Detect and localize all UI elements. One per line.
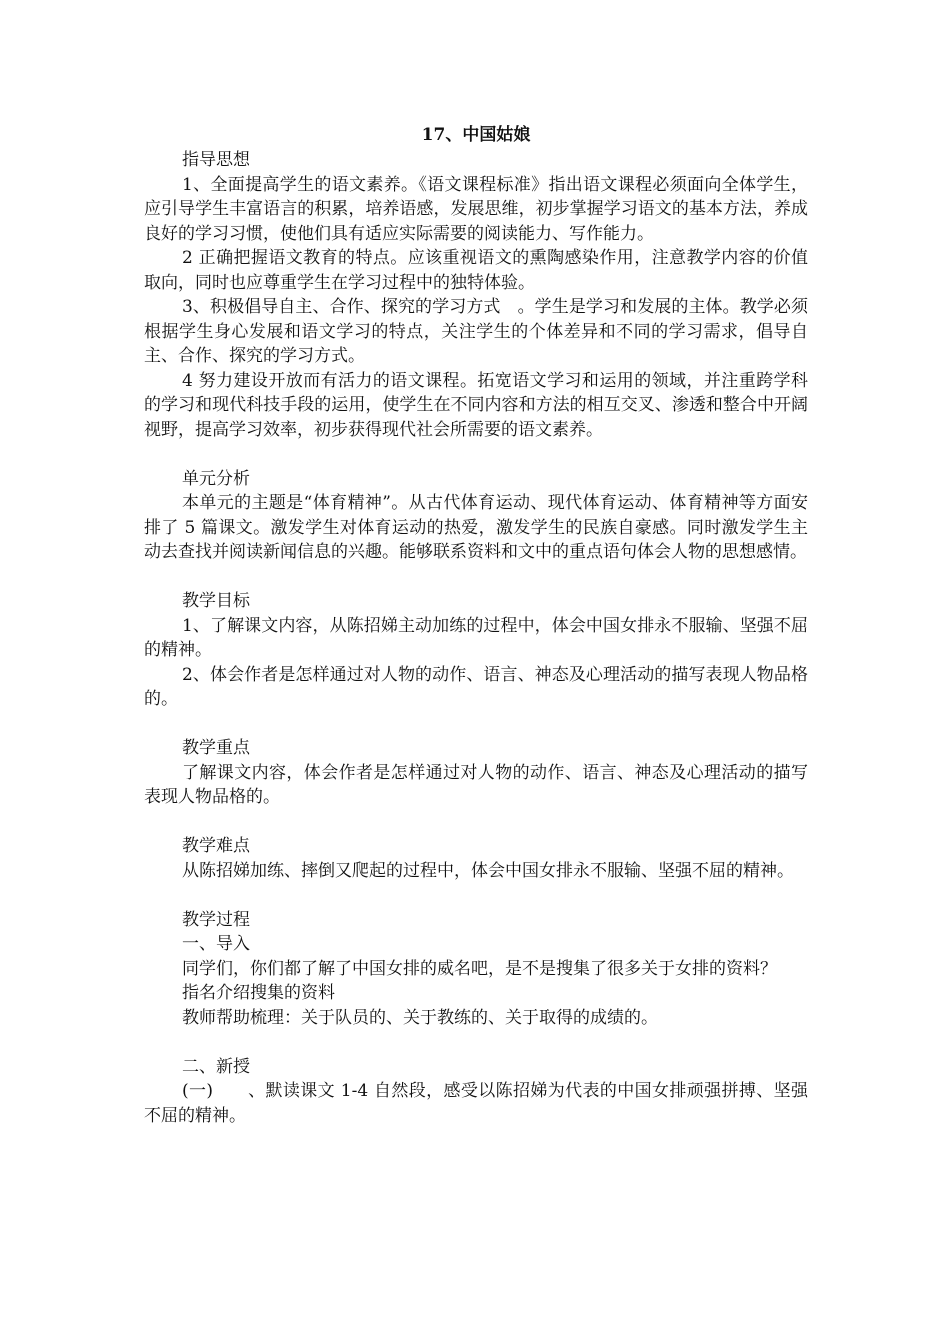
paragraph: 同学们，你们都了解了中国女排的威名吧，是不是搜集了很多关于女排的资料？ <box>182 958 777 979</box>
paragraph: 1、了解课文内容，从陈招娣主动加练的过程中，体会中国女排永不服输、坚强不屈的精神。 <box>144 615 808 660</box>
document-title: 17、中国姑娘 <box>421 125 531 145</box>
heading-process: 教学过程 <box>182 909 250 930</box>
paragraph: 了解课文内容，体会作者是怎样通过对人物的动作、语言、神态及心理活动的描写表现人物品格的。 <box>144 762 808 807</box>
heading-difficult: 教学难点 <box>182 836 250 856</box>
paragraph: (一) 、默读课文 1-4 自然段，感受以陈招娣为代表的中国女排顽强拼搏、坚强不屈的精神。 <box>144 1081 808 1126</box>
step-heading: 一、导入 <box>182 934 250 954</box>
paragraph: 4 努力建设开放而有活力的语文课程。拓宽语文学习和运用的领域，并注重跨学科的学习和现代科技手段的运用，使学生在不同内容和方法的相互交叉、渗透和整合中开阔视野，提高学习效率，初步获得现代社会所需要的语文素养。 <box>144 370 808 440</box>
heading-key: 教学重点 <box>182 738 250 758</box>
spacer <box>144 810 808 835</box>
spacer <box>144 883 808 908</box>
spacer <box>144 565 808 590</box>
paragraph: 2、体会作者是怎样通过对人物的动作、语言、神态及心理活动的描写表现人物品格的。 <box>144 664 808 709</box>
heading-unit: 单元分析 <box>182 468 250 489</box>
spacer <box>144 442 808 467</box>
step-heading: 二、新授 <box>182 1056 250 1077</box>
spacer <box>144 1030 808 1055</box>
paragraph: 1、全面提高学生的语文素养。《语文课程标准》指出语文课程必须面向全体学生，应引导学生丰富语言的积累，培养语感，发展思维，初步掌握学习语文的基本方法，养成良好的学习习惯，使他们具有适应实际需要的阅读能力、写作能力。 <box>144 174 808 244</box>
paragraph: 教师帮助梳理：关于队员的、关于教练的、关于取得的成绩的。 <box>182 1007 658 1028</box>
paragraph: 本单元的主题是“体育精神”。从古代体育运动、现代体育运动、体育精神等方面安排了 5 篇课文。激发学生对体育运动的热爱，激发学生的民族自豪感。同时激发学生主动去查找并阅读新闻信息的兴趣。能够联系资料和文中的重点语句体会人物的思想感情。 <box>144 493 808 562</box>
paragraph: 从陈招娣加练、摔倒又爬起的过程中，体会中国女排永不服输、坚强不屈的精神。 <box>182 860 794 881</box>
document-page <box>144 122 808 1128</box>
heading-goals: 教学目标 <box>182 591 250 611</box>
heading-guiding: 指导思想 <box>182 150 250 170</box>
paragraph: 3、积极倡导自主、合作、探究的学习方式 。学生是学习和发展的主体。教学必须根据学生身心发展和语文学习的特点，关注学生的个体差异和不同的学习需求，倡导自主、合作、探究的学习方式。 <box>144 297 808 366</box>
paragraph: 指名介绍搜集的资料 <box>182 983 335 1003</box>
paragraph: 2 正确把握语文教育的特点。应该重视语文的熏陶感染作用，注意教学内容的价值取向，同时也应尊重学生在学习过程中的独特体验。 <box>144 248 808 293</box>
spacer <box>144 712 808 737</box>
